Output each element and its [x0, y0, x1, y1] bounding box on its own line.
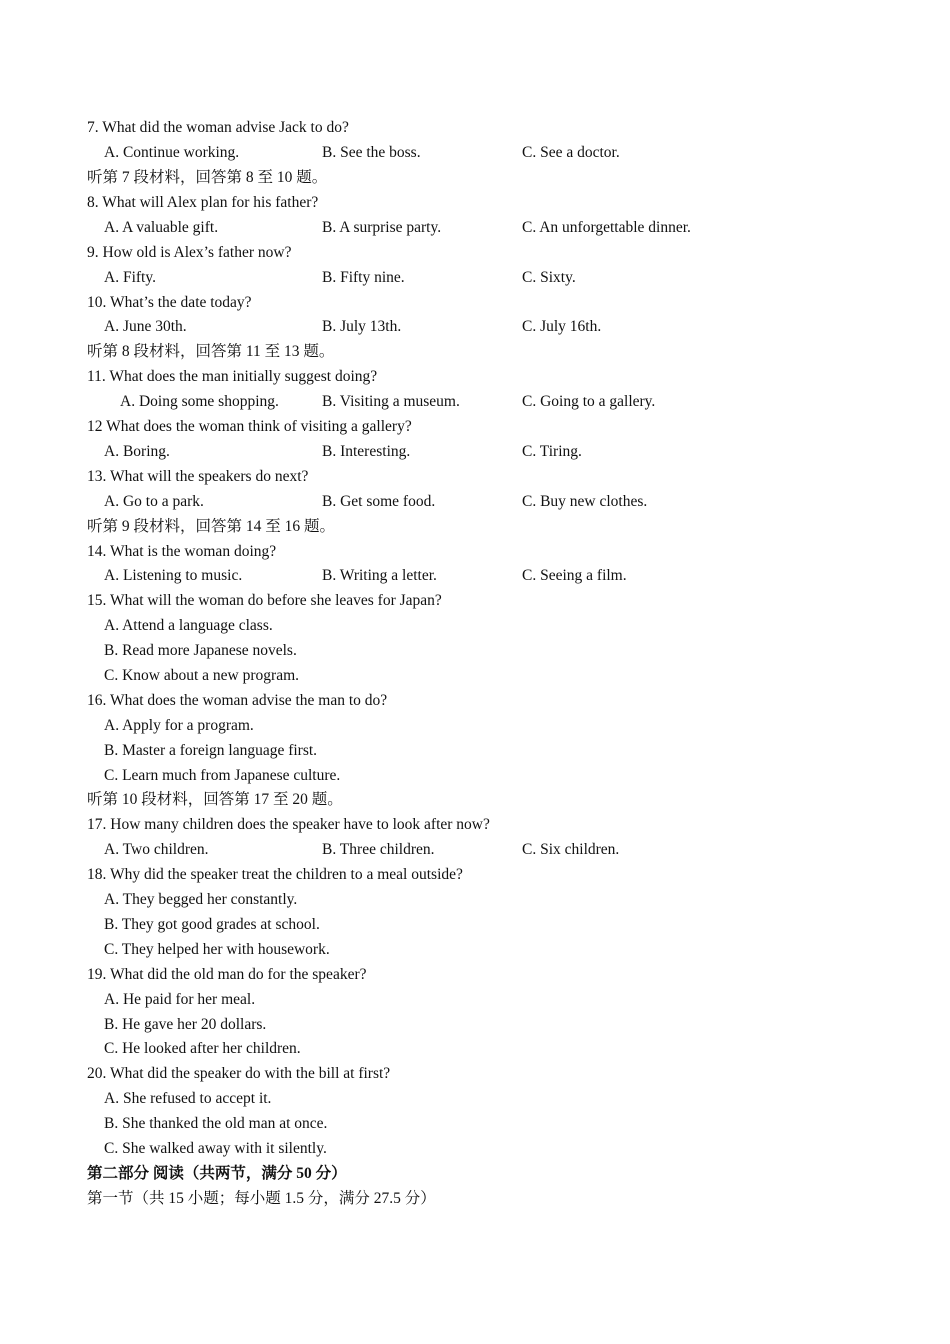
- question-17: [0, 812, 950, 837]
- option-b: B. July 13th.: [322, 318, 402, 335]
- option-b: B. Read more Japanese novels.: [104, 642, 297, 659]
- option-b: B. Master a foreign language first.: [104, 742, 318, 759]
- option-c: C. Sixty.: [522, 269, 576, 286]
- option-b: B. Get some food.: [322, 493, 436, 510]
- option-a: A. Listening to music.: [104, 567, 243, 584]
- option-line: [0, 738, 950, 763]
- instruction-text: 听第 10 段材料，回答第 17 至 20 题。: [87, 791, 343, 808]
- option-c: C. July 16th.: [522, 318, 602, 335]
- question-text: 8. What will Alex plan for his father?: [87, 194, 319, 211]
- option-c: C. Going to a gallery.: [522, 393, 656, 410]
- question-text: 7. What did the woman advise Jack to do?: [87, 119, 349, 136]
- section-instruction: [0, 339, 950, 364]
- section-instruction: [0, 165, 950, 190]
- option-c: C. An unforgettable dinner.: [522, 219, 691, 236]
- option-line: [0, 937, 950, 962]
- option-a: A. Continue working.: [104, 144, 240, 161]
- question-text: 20. What did the speaker do with the bill at first?: [87, 1065, 391, 1082]
- options-row: [0, 140, 950, 165]
- question-13: [0, 464, 950, 489]
- options-row: [0, 489, 950, 514]
- option-a: A. Doing some shopping.: [120, 393, 279, 410]
- question-11: [0, 364, 950, 389]
- option-a: A. He paid for her meal.: [104, 991, 256, 1008]
- option-c: C. She walked away with it silently.: [104, 1140, 327, 1157]
- instruction-text: 听第 7 段材料，回答第 8 至 10 题。: [87, 169, 328, 186]
- option-line: [0, 1036, 950, 1061]
- question-15: [0, 588, 950, 613]
- option-a: A. Attend a language class.: [104, 617, 273, 634]
- option-a: A. June 30th.: [104, 318, 187, 335]
- option-c: C. Tiring.: [522, 443, 582, 460]
- question-18: [0, 862, 950, 887]
- option-line: [0, 613, 950, 638]
- question-text: 18. Why did the speaker treat the children to a meal outside?: [87, 866, 463, 883]
- option-line: [0, 763, 950, 788]
- options-row: [0, 265, 950, 290]
- question-7: [0, 115, 950, 140]
- option-b: B. Visiting a museum.: [322, 393, 460, 410]
- option-c: C. See a doctor.: [522, 144, 620, 161]
- section-heading: [0, 1186, 950, 1211]
- question-text: 14. What is the woman doing?: [87, 543, 277, 560]
- option-c: C. Buy new clothes.: [522, 493, 648, 510]
- question-12: [0, 414, 950, 439]
- instruction-text: 听第 9 段材料，回答第 14 至 16 题。: [87, 518, 336, 535]
- option-a: A. Boring.: [104, 443, 170, 460]
- option-line: [0, 887, 950, 912]
- option-c: C. He looked after her children.: [104, 1040, 301, 1057]
- question-text: 10. What’s the date today?: [87, 294, 252, 311]
- question-16: [0, 688, 950, 713]
- instruction-text: 听第 8 段材料，回答第 11 至 13 题。: [87, 343, 335, 360]
- option-line: [0, 663, 950, 688]
- option-b: B. See the boss.: [322, 144, 421, 161]
- option-b: B. She thanked the old man at once.: [104, 1115, 328, 1132]
- option-b: B. Fifty nine.: [322, 269, 405, 286]
- option-c: C. Know about a new program.: [104, 667, 299, 684]
- option-a: A. She refused to accept it.: [104, 1090, 272, 1107]
- question-20: [0, 1061, 950, 1086]
- option-a: A. A valuable gift.: [104, 219, 219, 236]
- section-instruction: [0, 514, 950, 539]
- option-b: B. A surprise party.: [322, 219, 442, 236]
- option-b: B. Three children.: [322, 841, 435, 858]
- question-14: [0, 539, 950, 564]
- option-c: C. Six children.: [522, 841, 620, 858]
- options-row: [0, 314, 950, 339]
- option-c: C. Learn much from Japanese culture.: [104, 767, 341, 784]
- option-a: A. They begged her constantly.: [104, 891, 298, 908]
- question-text: 19. What did the old man do for the speaker?: [87, 966, 367, 983]
- option-c: C. They helped her with housework.: [104, 941, 330, 958]
- question-9: [0, 240, 950, 265]
- option-line: [0, 713, 950, 738]
- question-text: 17. How many children does the speaker have to look after now?: [87, 816, 490, 833]
- option-b: B. They got good grades at school.: [104, 916, 320, 933]
- option-line: [0, 1111, 950, 1136]
- option-line: [0, 912, 950, 937]
- option-c: C. Seeing a film.: [522, 567, 627, 584]
- option-a: A. Go to a park.: [104, 493, 204, 510]
- question-8: [0, 190, 950, 215]
- option-a: A. Two children.: [104, 841, 209, 858]
- options-row: [0, 389, 950, 414]
- option-line: [0, 638, 950, 663]
- question-text: 12 What does the woman think of visiting a gallery?: [87, 418, 412, 435]
- section-title: 第一节（共 15 小题；每小题 1.5 分，满分 27.5 分）: [87, 1190, 436, 1207]
- option-a: A. Fifty.: [104, 269, 156, 286]
- question-text: 11. What does the man initially suggest doing?: [87, 368, 378, 385]
- options-row: [0, 563, 950, 588]
- option-line: [0, 1012, 950, 1037]
- question-19: [0, 962, 950, 987]
- options-row: [0, 837, 950, 862]
- options-row: [0, 439, 950, 464]
- option-line: [0, 1086, 950, 1111]
- option-b: B. He gave her 20 dollars.: [104, 1016, 267, 1033]
- option-line: [0, 987, 950, 1012]
- part-title: 第二部分 阅读（共两节，满分 50 分）: [87, 1165, 347, 1182]
- question-text: 16. What does the woman advise the man to do?: [87, 692, 388, 709]
- options-row: [0, 215, 950, 240]
- option-a: A. Apply for a program.: [104, 717, 254, 734]
- option-line: [0, 1136, 950, 1161]
- part-heading: [0, 1161, 950, 1186]
- section-instruction: [0, 787, 950, 812]
- question-text: 9. How old is Alex’s father now?: [87, 244, 292, 261]
- option-b: B. Writing a letter.: [322, 567, 437, 584]
- question-text: 15. What will the woman do before she leaves for Japan?: [87, 592, 442, 609]
- option-b: B. Interesting.: [322, 443, 411, 460]
- question-text: 13. What will the speakers do next?: [87, 468, 309, 485]
- question-10: [0, 290, 950, 315]
